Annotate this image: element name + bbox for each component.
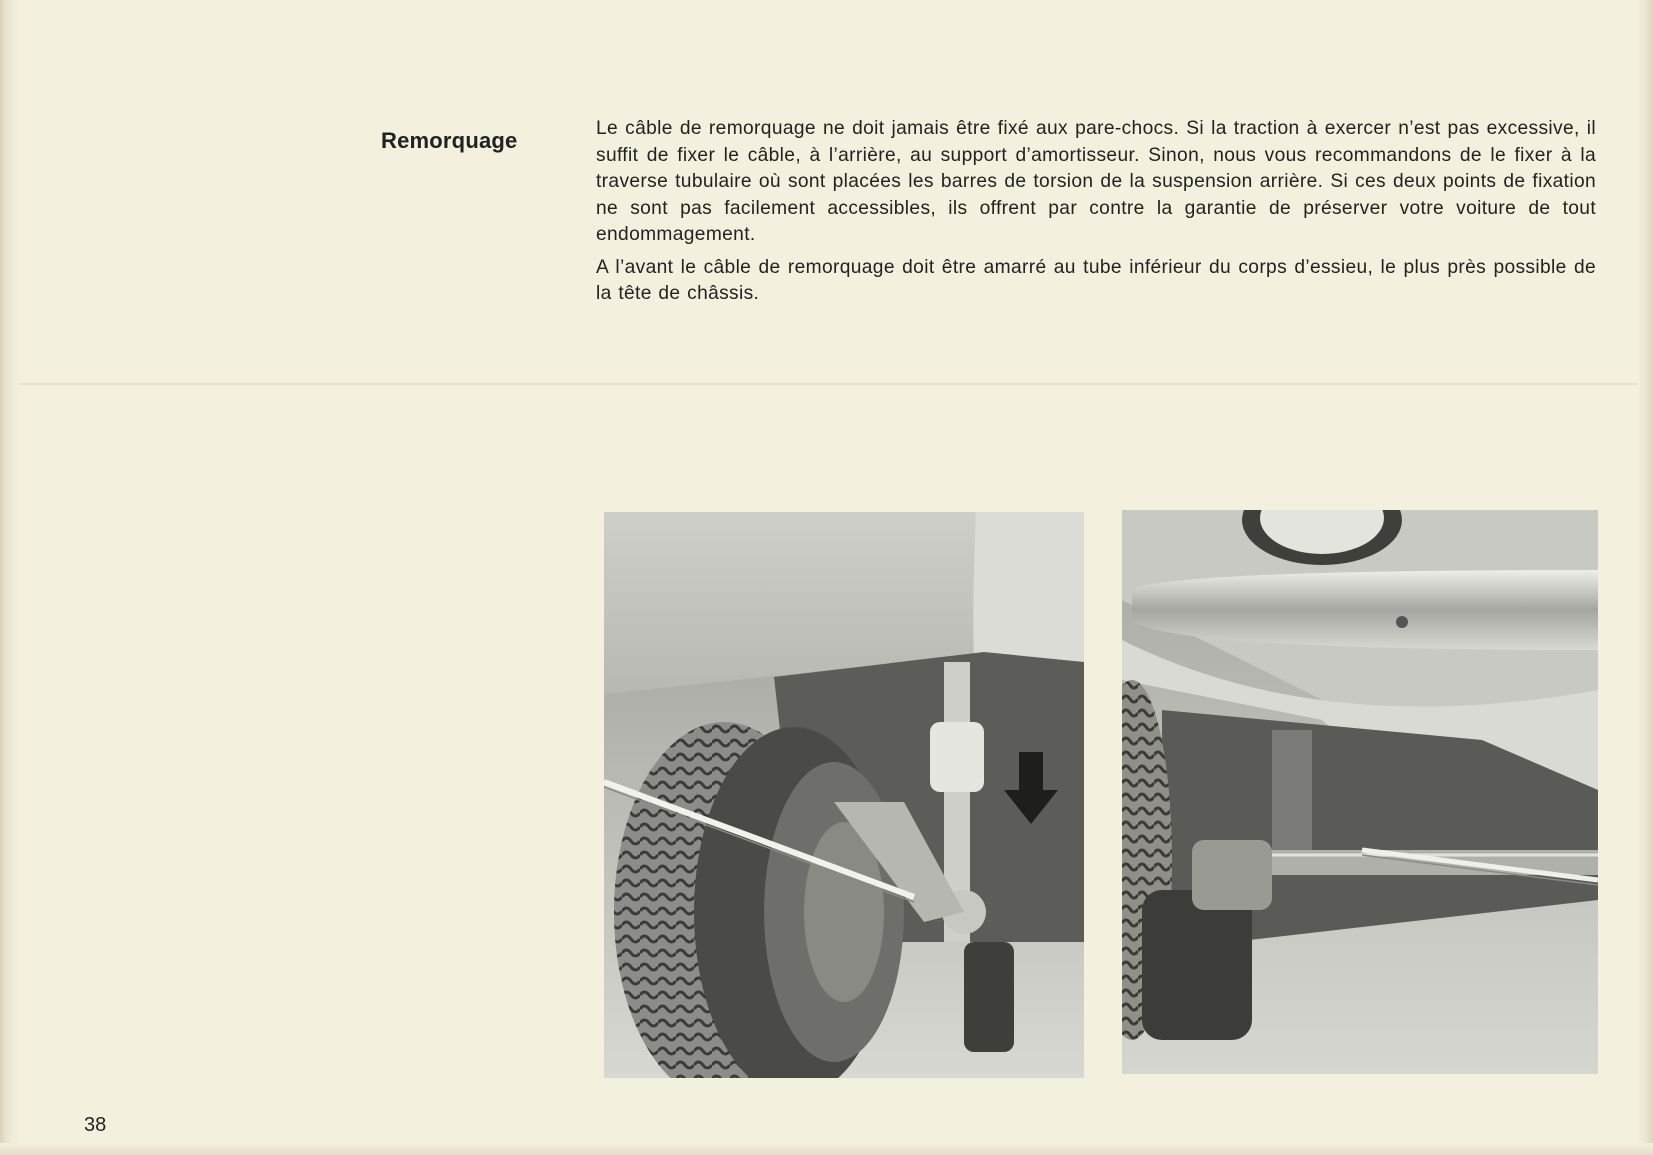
rear-axle-photo-icon [604, 512, 1084, 1078]
page-edge-right [1637, 0, 1653, 1155]
paragraph-rear-towing: Le câble de remorquage ne doit jamais être fixé aux pare-chocs. Si la traction à exercer n’est pas excessive, il suffit de fixer le câble, à l’arrière, au support d’amortisseur. Sinon, nous vous recommandons de le fixer à la traverse tubulaire où sont placées les barres de torsion de la suspension arrière. Si ces deux points de fixation ne sont pas facilement accessibles, ils offrent par contre la garantie de préserver votre voiture de tout endommagement. [596, 118, 1596, 245]
page-edge-left [0, 0, 20, 1155]
section-title: Remorquage [381, 128, 518, 153]
rear-towing-photo [604, 512, 1084, 1078]
page-edge-bottom [0, 1143, 1653, 1155]
paragraph-front-towing: A l’avant le câble de remorquage doit être amarré au tube inférieur du corps d’essieu, le plus près possible de la tête de châssis. [596, 256, 1596, 304]
body-text [596, 116, 1596, 314]
front-axle-photo-icon [1122, 510, 1598, 1074]
paper-fold-line [20, 383, 1637, 385]
front-towing-photo [1122, 510, 1598, 1074]
page-number: 38 [84, 1114, 107, 1136]
